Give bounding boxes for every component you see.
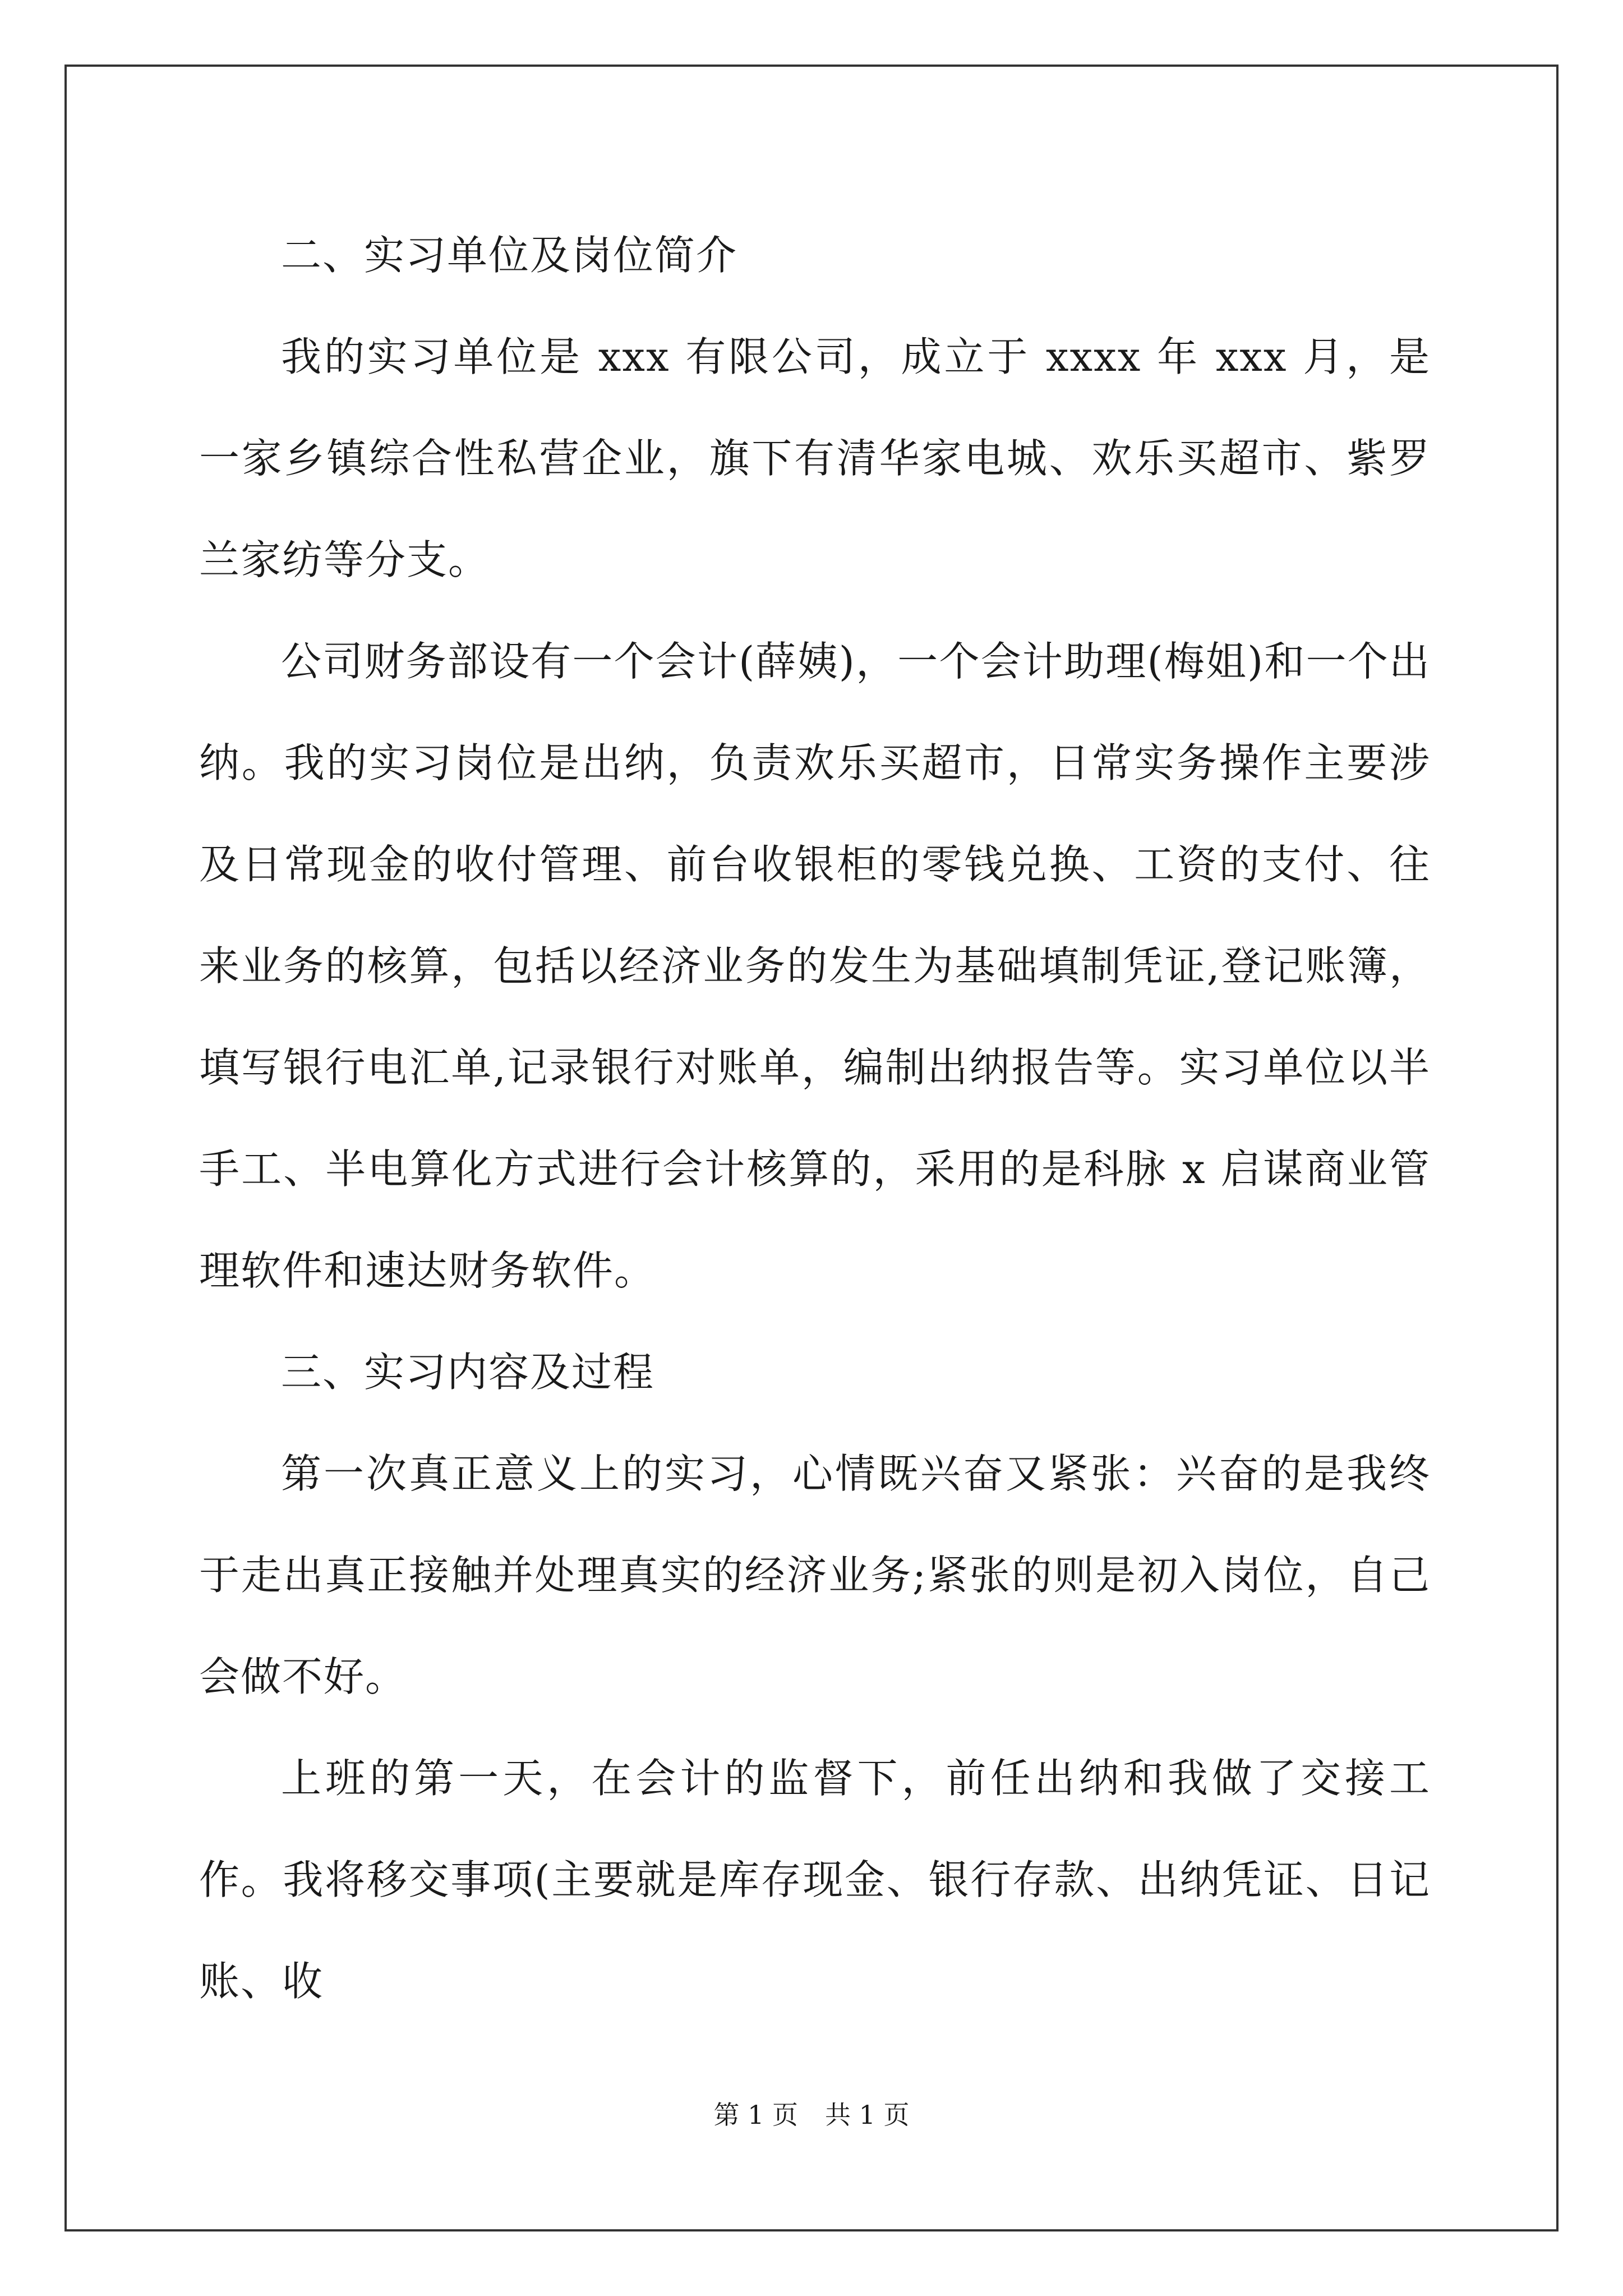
paragraph-finance-dept: 公司财务部设有一个会计(薛姨)，一个会计助理(梅姐)和一个出纳。我的实习岗位是出纳，负责欢乐买超市，日常实务操作主要涉及日常现金的收付管理、前台收银柜的零钱兑换、工资的支付、往来业务的核算，包括以经济业务的发生为基础填制凭证,登记账簿，填写银行电汇单,记录银行对账单，编制出纳报告等。实习单位以半手工、半电算化方式进行会计核算的，采用的是科脉 x 启谋商业管理软件和速达财务软件。 (199, 638, 1431, 1294)
paragraph-first-day: 上班的第一天，在会计的监督下，前任出纳和我做了交接工作。我将移交事项(主要就是库存现金、银行存款、出纳凭证、日记账、收 (199, 1755, 1431, 2005)
page-total: 共 1 页 (825, 2100, 910, 2130)
paragraph-company-intro: 我的实习单位是 xxx 有限公司，成立于 xxxx 年 xxx 月，是一家乡镇综合性私营企业，旗下有清华家电城、欢乐买超市、紫罗兰家纺等分支。 (199, 333, 1431, 583)
section-heading-3: 三、实习内容及过程 (281, 1349, 655, 1396)
page-number: 第 1 页 (713, 2100, 798, 2130)
paragraph-first-internship: 第一次真正意义上的实习，心情既兴奋又紧张：兴奋的是我终于走出真正接触并处理真实的经济业务;紧张的则是初入岗位，自己会做不好。 (199, 1450, 1431, 1700)
section-heading-2: 二、实习单位及岗位简介 (281, 232, 738, 279)
document-body (199, 205, 1431, 2032)
page-footer (0, 2098, 1623, 2132)
